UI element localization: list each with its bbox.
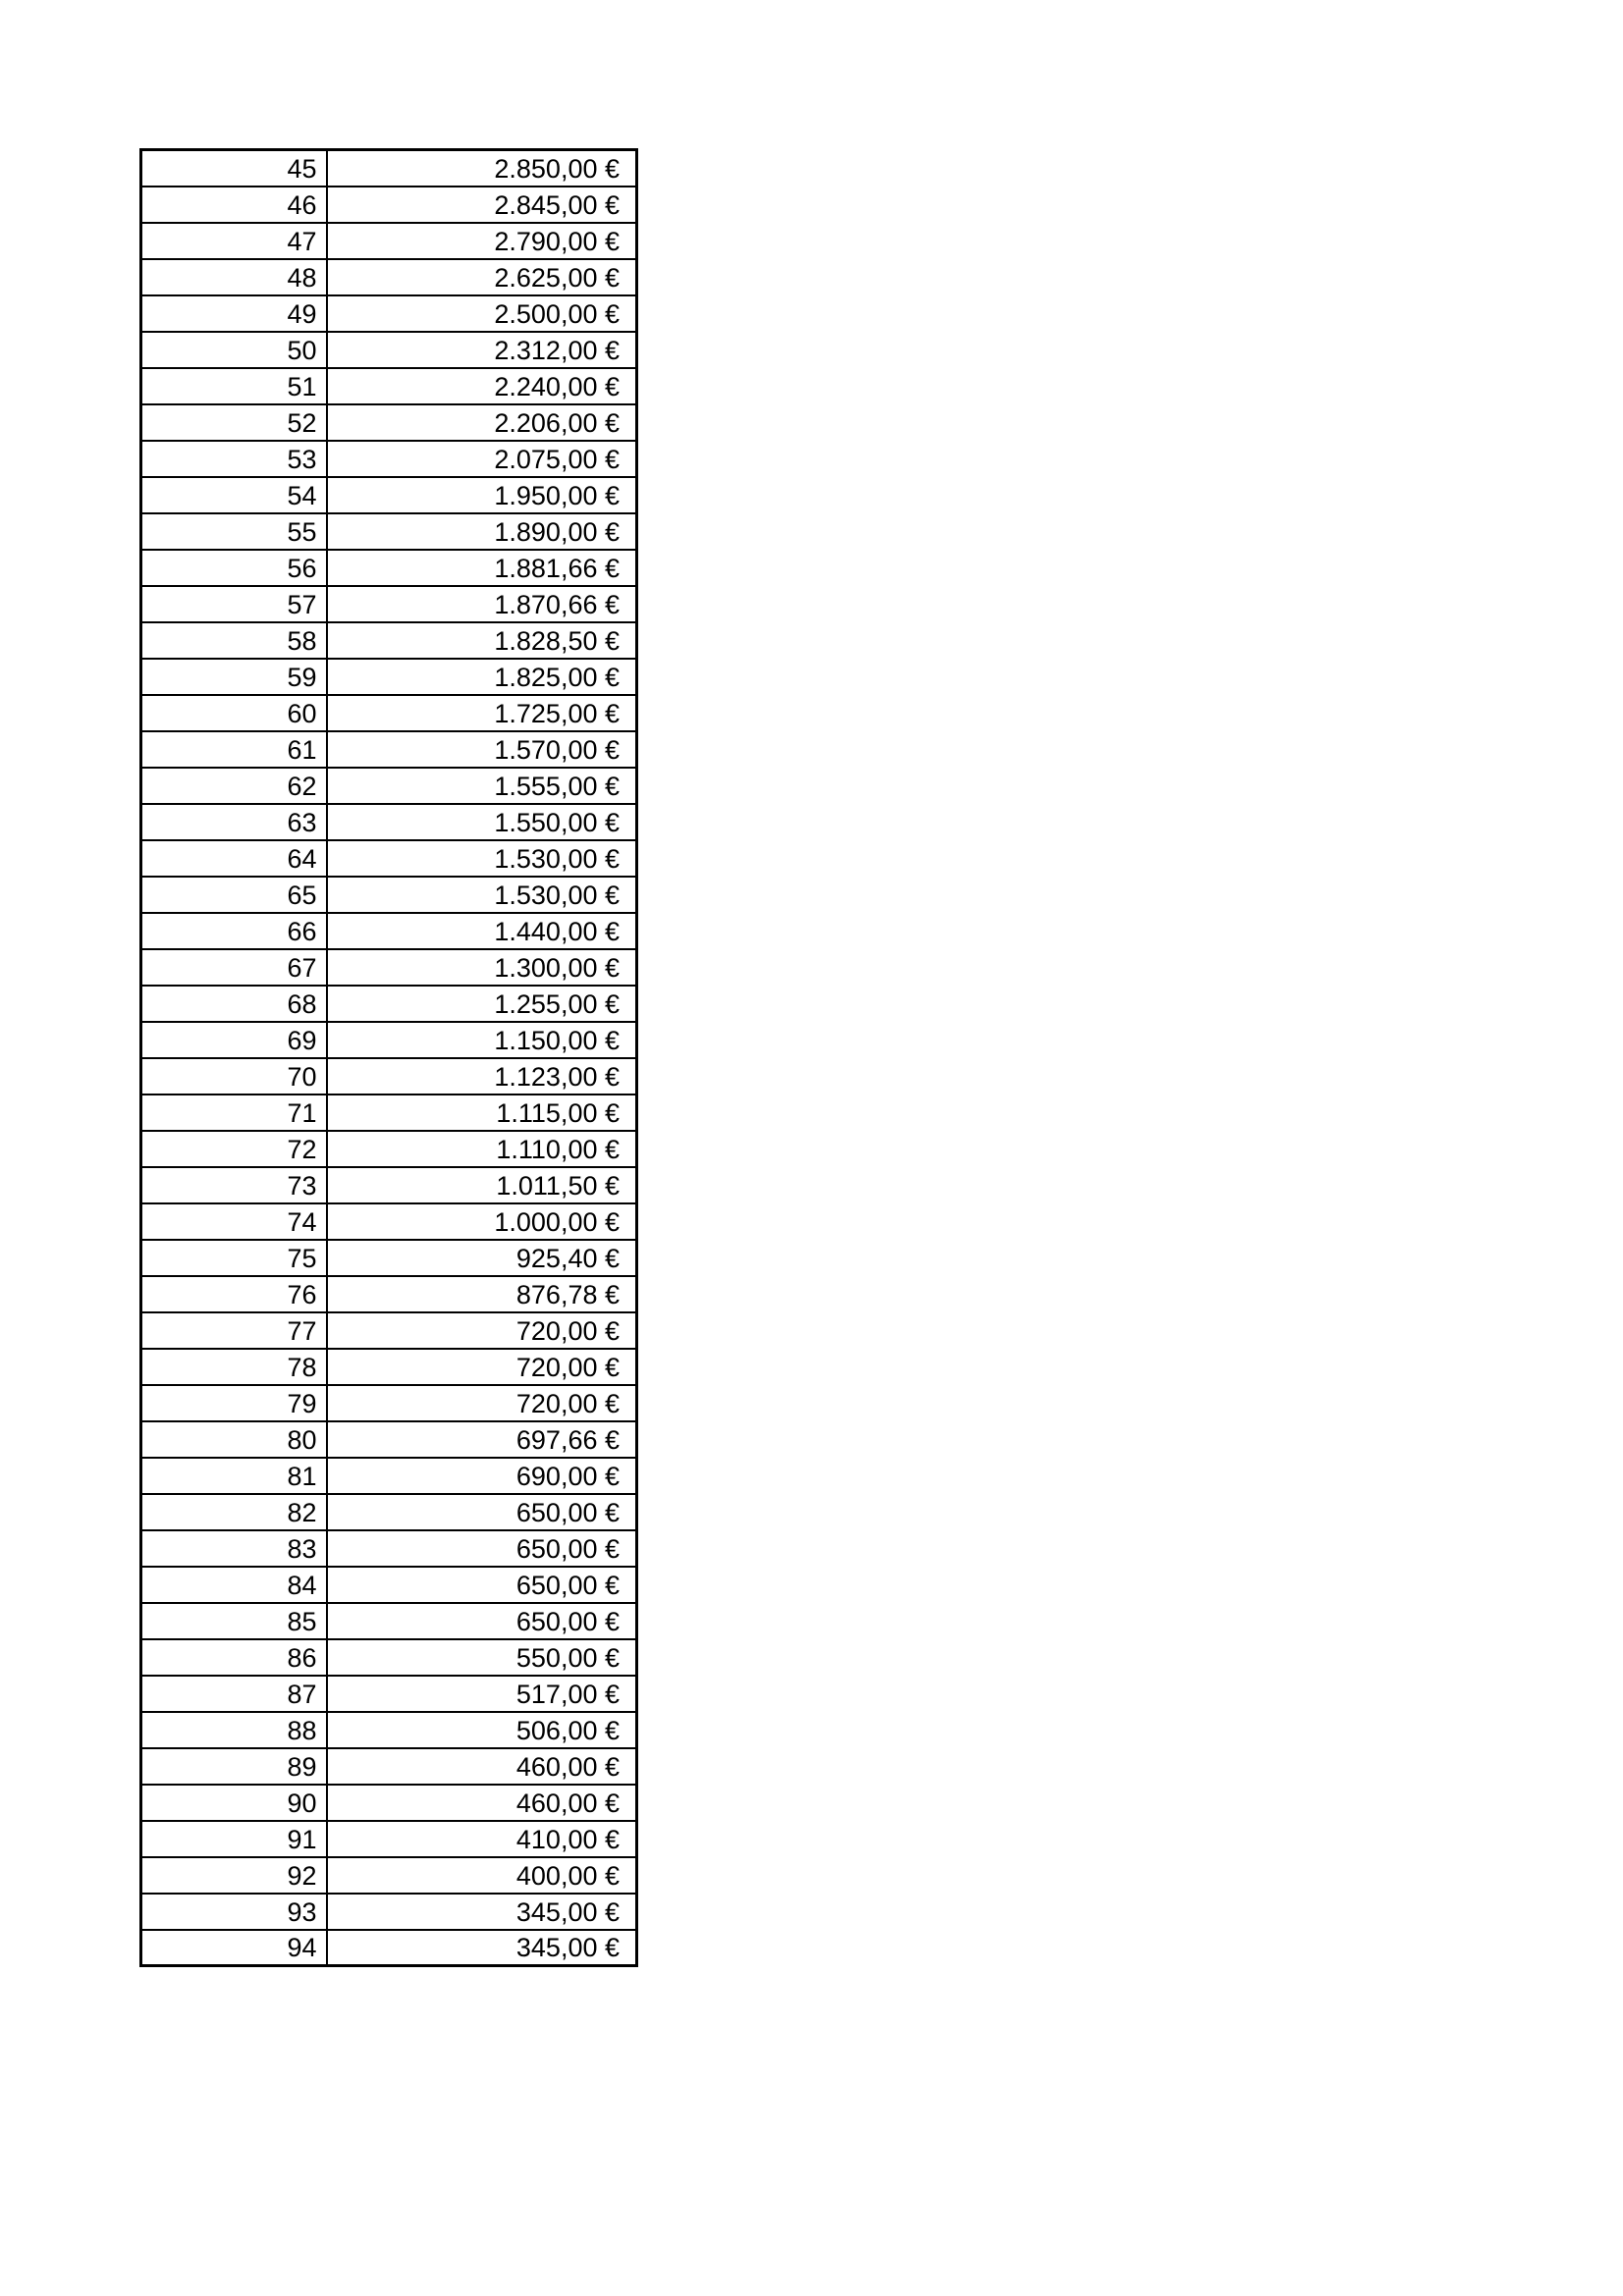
amount-cell: 650,00 € [327, 1567, 637, 1603]
row-number-cell: 79 [141, 1385, 327, 1421]
amount-cell: 1.725,00 € [327, 695, 637, 731]
row-number-cell: 55 [141, 513, 327, 550]
amount-cell: 345,00 € [327, 1894, 637, 1930]
amount-cell: 1.150,00 € [327, 1022, 637, 1058]
table-row [141, 986, 637, 1022]
row-number-cell: 63 [141, 804, 327, 840]
row-number-cell: 59 [141, 659, 327, 695]
amount-cell: 1.530,00 € [327, 877, 637, 913]
row-number-cell: 71 [141, 1095, 327, 1131]
row-number-cell: 70 [141, 1058, 327, 1095]
table-row [141, 187, 637, 223]
row-number-cell: 86 [141, 1639, 327, 1676]
row-number-cell: 88 [141, 1712, 327, 1748]
table-row [141, 1567, 637, 1603]
table-row [141, 804, 637, 840]
amount-cell: 2.240,00 € [327, 368, 637, 404]
table-row [141, 1712, 637, 1748]
row-number-cell: 77 [141, 1312, 327, 1349]
row-number-cell: 89 [141, 1748, 327, 1785]
amount-cell: 345,00 € [327, 1930, 637, 1966]
amount-cell: 2.206,00 € [327, 404, 637, 441]
row-number-cell: 69 [141, 1022, 327, 1058]
table-row [141, 441, 637, 477]
row-number-cell: 85 [141, 1603, 327, 1639]
row-number-cell: 92 [141, 1857, 327, 1894]
row-number-cell: 61 [141, 731, 327, 768]
row-number-cell: 48 [141, 259, 327, 295]
table-row [141, 1603, 637, 1639]
table-row [141, 404, 637, 441]
amount-cell: 650,00 € [327, 1530, 637, 1567]
table-row [141, 840, 637, 877]
amount-cell: 2.075,00 € [327, 441, 637, 477]
table-row [141, 1203, 637, 1240]
amount-cell: 1.300,00 € [327, 949, 637, 986]
amount-cell: 720,00 € [327, 1385, 637, 1421]
amount-cell: 2.850,00 € [327, 150, 637, 187]
row-number-cell: 72 [141, 1131, 327, 1167]
amount-cell: 1.255,00 € [327, 986, 637, 1022]
row-number-cell: 52 [141, 404, 327, 441]
row-number-cell: 45 [141, 150, 327, 187]
row-number-cell: 78 [141, 1349, 327, 1385]
amounts-table [139, 148, 638, 1967]
amount-cell: 1.881,66 € [327, 550, 637, 586]
row-number-cell: 50 [141, 332, 327, 368]
row-number-cell: 93 [141, 1894, 327, 1930]
amount-cell: 1.555,00 € [327, 768, 637, 804]
amount-cell: 1.550,00 € [327, 804, 637, 840]
table-row [141, 1276, 637, 1312]
row-number-cell: 75 [141, 1240, 327, 1276]
row-number-cell: 73 [141, 1167, 327, 1203]
amount-cell: 1.000,00 € [327, 1203, 637, 1240]
row-number-cell: 60 [141, 695, 327, 731]
amount-cell: 2.625,00 € [327, 259, 637, 295]
row-number-cell: 87 [141, 1676, 327, 1712]
row-number-cell: 58 [141, 622, 327, 659]
amount-cell: 410,00 € [327, 1821, 637, 1857]
table-row [141, 1022, 637, 1058]
table-row [141, 1748, 637, 1785]
row-number-cell: 47 [141, 223, 327, 259]
table-row [141, 1312, 637, 1349]
amount-cell: 1.890,00 € [327, 513, 637, 550]
table-row [141, 332, 637, 368]
table-body [141, 150, 637, 1966]
amount-cell: 1.870,66 € [327, 586, 637, 622]
table-row [141, 1785, 637, 1821]
amount-cell: 1.123,00 € [327, 1058, 637, 1095]
table-row [141, 368, 637, 404]
amount-cell: 1.011,50 € [327, 1167, 637, 1203]
amount-cell: 720,00 € [327, 1312, 637, 1349]
table-row [141, 259, 637, 295]
amount-cell: 697,66 € [327, 1421, 637, 1458]
row-number-cell: 74 [141, 1203, 327, 1240]
row-number-cell: 90 [141, 1785, 327, 1821]
table-row [141, 1058, 637, 1095]
table-row [141, 1349, 637, 1385]
row-number-cell: 84 [141, 1567, 327, 1603]
amount-cell: 1.950,00 € [327, 477, 637, 513]
row-number-cell: 80 [141, 1421, 327, 1458]
table-row [141, 913, 637, 949]
amount-cell: 1.440,00 € [327, 913, 637, 949]
table-row [141, 1894, 637, 1930]
table-row [141, 1458, 637, 1494]
row-number-cell: 46 [141, 187, 327, 223]
row-number-cell: 76 [141, 1276, 327, 1312]
table-row [141, 150, 637, 187]
row-number-cell: 62 [141, 768, 327, 804]
amount-cell: 517,00 € [327, 1676, 637, 1712]
table-row [141, 223, 637, 259]
amount-cell: 506,00 € [327, 1712, 637, 1748]
table-row [141, 622, 637, 659]
table-row [141, 550, 637, 586]
table-row [141, 1857, 637, 1894]
amount-cell: 2.500,00 € [327, 295, 637, 332]
table-row [141, 1167, 637, 1203]
table-row [141, 513, 637, 550]
table-row [141, 1930, 637, 1966]
table-row [141, 659, 637, 695]
amount-cell: 925,40 € [327, 1240, 637, 1276]
table-row [141, 695, 637, 731]
table-row [141, 1639, 637, 1676]
table-row [141, 1385, 637, 1421]
table-row [141, 949, 637, 986]
amount-cell: 550,00 € [327, 1639, 637, 1676]
amount-cell: 1.530,00 € [327, 840, 637, 877]
amount-cell: 720,00 € [327, 1349, 637, 1385]
table-row [141, 586, 637, 622]
row-number-cell: 68 [141, 986, 327, 1022]
table-row [141, 768, 637, 804]
amount-cell: 1.828,50 € [327, 622, 637, 659]
table-row [141, 1821, 637, 1857]
table-row [141, 477, 637, 513]
table-row [141, 1240, 637, 1276]
row-number-cell: 81 [141, 1458, 327, 1494]
row-number-cell: 54 [141, 477, 327, 513]
amount-cell: 460,00 € [327, 1785, 637, 1821]
row-number-cell: 83 [141, 1530, 327, 1567]
row-number-cell: 65 [141, 877, 327, 913]
row-number-cell: 51 [141, 368, 327, 404]
amount-cell: 1.570,00 € [327, 731, 637, 768]
row-number-cell: 66 [141, 913, 327, 949]
table-row [141, 1530, 637, 1567]
table-row [141, 1494, 637, 1530]
amount-cell: 650,00 € [327, 1603, 637, 1639]
amount-cell: 876,78 € [327, 1276, 637, 1312]
table-row [141, 1131, 637, 1167]
amount-cell: 400,00 € [327, 1857, 637, 1894]
row-number-cell: 67 [141, 949, 327, 986]
table-row [141, 1676, 637, 1712]
row-number-cell: 94 [141, 1930, 327, 1966]
amount-cell: 1.825,00 € [327, 659, 637, 695]
amount-cell: 690,00 € [327, 1458, 637, 1494]
row-number-cell: 49 [141, 295, 327, 332]
amount-cell: 1.115,00 € [327, 1095, 637, 1131]
row-number-cell: 57 [141, 586, 327, 622]
table-row [141, 1421, 637, 1458]
row-number-cell: 91 [141, 1821, 327, 1857]
table-row [141, 1095, 637, 1131]
row-number-cell: 56 [141, 550, 327, 586]
row-number-cell: 64 [141, 840, 327, 877]
table-row [141, 731, 637, 768]
table-row [141, 295, 637, 332]
row-number-cell: 53 [141, 441, 327, 477]
amount-cell: 2.845,00 € [327, 187, 637, 223]
table-row [141, 877, 637, 913]
amount-cell: 650,00 € [327, 1494, 637, 1530]
amount-cell: 2.312,00 € [327, 332, 637, 368]
amount-cell: 2.790,00 € [327, 223, 637, 259]
amount-cell: 460,00 € [327, 1748, 637, 1785]
amount-cell: 1.110,00 € [327, 1131, 637, 1167]
row-number-cell: 82 [141, 1494, 327, 1530]
